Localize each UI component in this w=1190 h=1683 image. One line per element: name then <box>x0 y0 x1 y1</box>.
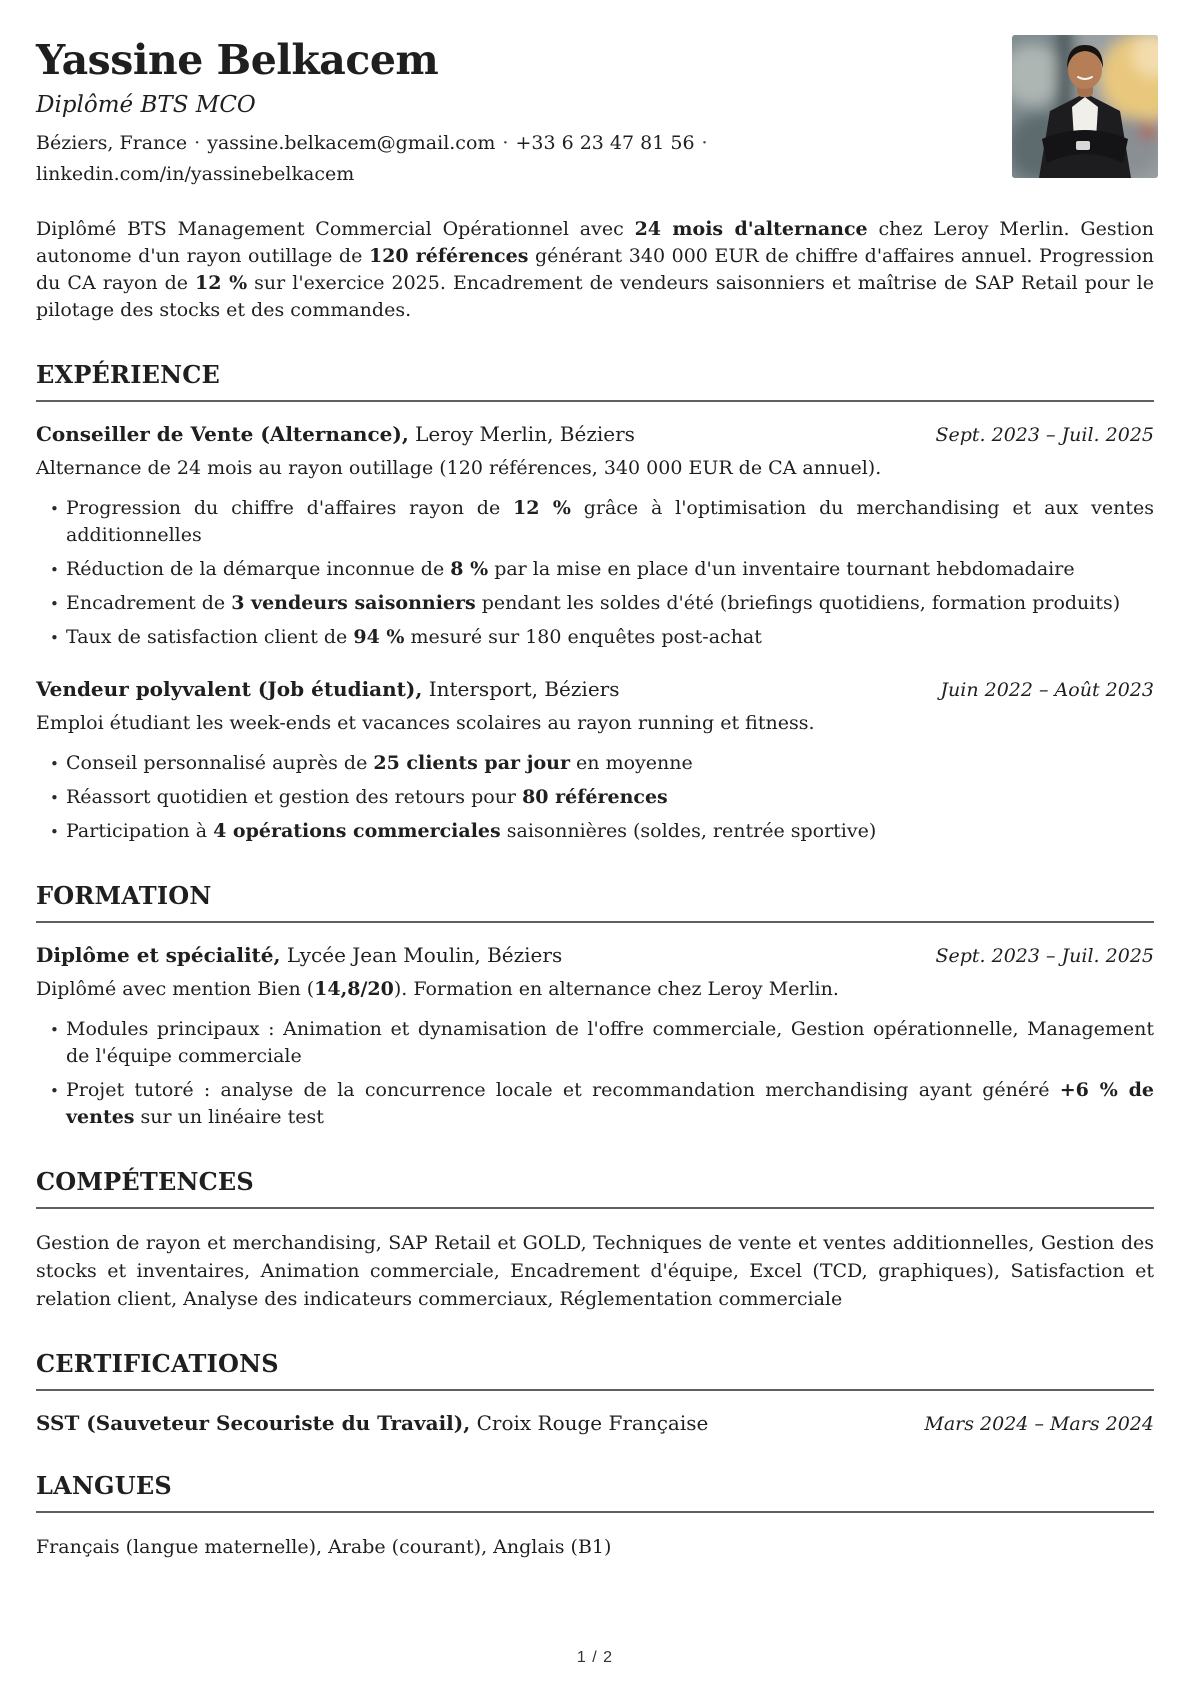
contact-linkedin: linkedin.com/in/yassinebelkacem <box>36 162 355 185</box>
entry-blurb: Diplômé avec mention Bien (14,8/20). Formation en alternance chez Leroy Merlin. <box>36 977 839 1000</box>
entry-title <box>36 677 619 701</box>
entry-role: Diplôme et spécialité, <box>36 942 281 967</box>
entry-role: Vendeur polyvalent (Job étudiant), <box>36 676 423 701</box>
bullet-item: • Réduction de la démarque inconnue de 8 % par la mise en place d'un inventaire tournant hebdomadaire <box>50 556 1154 583</box>
entry-dates: Mars 2024 – Mars 2024 <box>924 1412 1154 1435</box>
entry-org: Intersport, Béziers <box>422 676 620 701</box>
entry-header <box>36 1411 1154 1435</box>
bullet-item: • Encadrement de 3 vendeurs saisonniers pendant les soldes d'été (briefings quotidiens, formation produits) <box>50 590 1154 617</box>
entry-dates: Sept. 2023 – Juil. 2025 <box>935 944 1154 967</box>
formation-entry <box>36 943 1154 1131</box>
section-title-competences: COMPÉTENCES <box>36 1167 1154 1209</box>
section-certifications <box>36 1349 1154 1435</box>
entry-title <box>36 943 562 967</box>
experience-entry <box>36 677 1154 845</box>
summary-paragraph: Diplômé BTS Management Commercial Opérationnel avec 24 mois d'alternance chez Leroy Merlin. Gestion autonome d'un rayon outillage de 120 références générant 340 000 EUR de chiffre d'affaires annuel. Progression du CA rayon de 12 % sur l'exercice 2025. Encadrement de vendeurs saisonniers et maîtrise de SAP Retail pour le pilotage des stocks et des commandes. <box>36 217 1155 321</box>
section-formation <box>36 881 1154 1131</box>
certification-entry <box>36 1411 1154 1435</box>
entry-bullets <box>36 1016 1154 1131</box>
entry-blurb: Alternance de 24 mois au rayon outillage (120 références, 340 000 EUR de CA annuel). <box>36 456 882 479</box>
section-title-certifications: CERTIFICATIONS <box>36 1349 1154 1391</box>
entry-dates: Juin 2022 – Août 2023 <box>940 678 1154 701</box>
entry-org: Lycée Jean Moulin, Béziers <box>280 942 563 967</box>
experience-entry <box>36 422 1154 651</box>
contact-phone: +33 6 23 47 81 56 <box>515 132 695 155</box>
entry-org: Croix Rouge Française <box>470 1410 709 1435</box>
entry-role: Conseiller de Vente (Alternance), <box>36 421 409 446</box>
bullet-item: • Progression du chiffre d'affaires rayon de 12 % grâce à l'optimisation du merchandising et aux ventes additionnelles <box>50 495 1154 549</box>
profile-photo <box>1012 35 1158 178</box>
candidate-title: Diplômé BTS MCO <box>36 92 256 119</box>
section-langues <box>36 1471 1154 1561</box>
entry-header <box>36 422 1154 446</box>
separator-dot: · <box>701 132 708 155</box>
entry-bullets <box>36 495 1154 651</box>
separator-dot: · <box>194 132 201 155</box>
entry-org: Leroy Merlin, Béziers <box>408 421 635 446</box>
bullet-item: • Conseil personnalisé auprès de 25 clients par jour en moyenne <box>50 750 1154 777</box>
skills-paragraph: Gestion de rayon et merchandising, SAP Retail et GOLD, Techniques de vente et ventes additionnelles, Gestion des stocks et inventaires, Animation commerciale, Encadrement d'équipe, Excel (TCD, graphiques), Satisfaction et relation client, Analyse des indicateurs commerciaux, Réglementation commerciale <box>36 1231 1154 1310</box>
contact-email: yassine.belkacem@gmail.com <box>207 132 496 155</box>
entry-dates: Sept. 2023 – Juil. 2025 <box>935 423 1154 446</box>
entry-role: SST (Sauveteur Secouriste du Travail), <box>36 1410 471 1435</box>
candidate-name: Yassine Belkacem <box>36 36 439 84</box>
section-experience <box>36 360 1154 845</box>
bullet-item: • Taux de satisfaction client de 94 % mesuré sur 180 enquêtes post-achat <box>50 624 1154 651</box>
bullet-item: • Réassort quotidien et gestion des retours pour 80 références <box>50 784 1154 811</box>
bullet-item: • Projet tutoré : analyse de la concurrence locale et recommandation merchandising ayant généré +6 % de ventes sur un linéaire test <box>50 1077 1154 1131</box>
entry-header <box>36 677 1154 701</box>
section-title-experience: EXPÉRIENCE <box>36 360 1154 402</box>
entry-bullets <box>36 750 1154 845</box>
contact-location: Béziers, France <box>36 132 188 155</box>
entry-title <box>36 422 635 446</box>
entry-title <box>36 1411 708 1435</box>
header <box>36 38 1154 190</box>
separator-dot: · <box>502 132 509 155</box>
page-indicator: 1 / 2 <box>576 1649 614 1666</box>
contact-info <box>36 128 976 190</box>
section-title-langues: LANGUES <box>36 1471 1154 1513</box>
section-title-formation: FORMATION <box>36 881 1154 923</box>
languages-paragraph: Français (langue maternelle), Arabe (courant), Anglais (B1) <box>36 1535 612 1558</box>
section-competences <box>36 1167 1154 1313</box>
entry-header <box>36 943 1154 967</box>
bullet-item: • Modules principaux : Animation et dynamisation de l'offre commerciale, Gestion opérationnelle, Management de l'équipe commerciale <box>50 1016 1154 1070</box>
bullet-item: • Participation à 4 opérations commerciales saisonnières (soldes, rentrée sportive) <box>50 818 1154 845</box>
entry-blurb: Emploi étudiant les week-ends et vacances scolaires au rayon running et fitness. <box>36 711 815 734</box>
